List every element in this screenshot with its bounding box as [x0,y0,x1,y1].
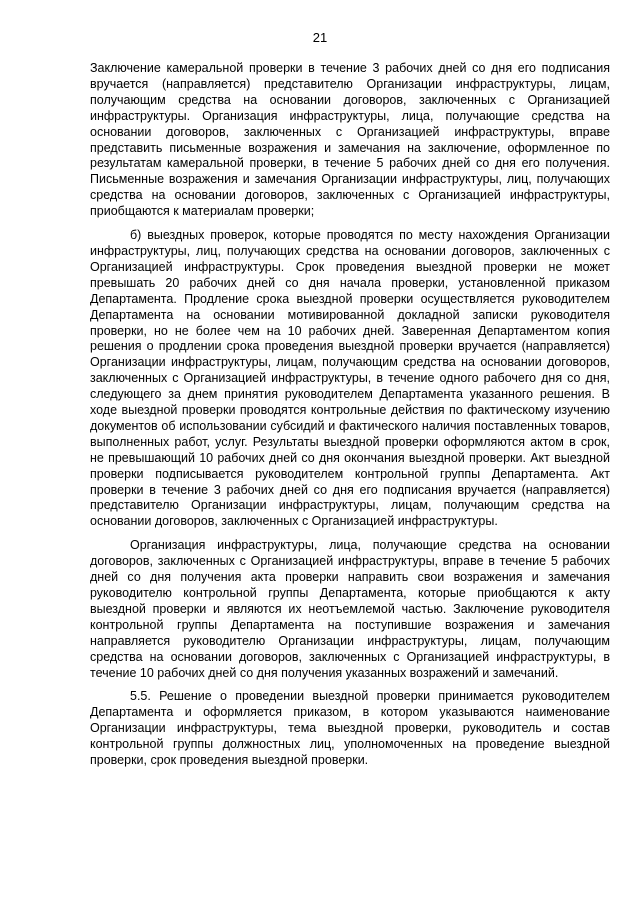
paragraph-field-audits: б) выездных проверок, которые проводятся по месту нахождения Организации инфраструктуры, лиц, получающих средства на основании договоров, заключенных с Организацией инфраструктуры. Срок проведения выездной проверки не может превышать 20 рабочих дней со дня начала проверки, установленной приказом Департамента. Продление срока выездной проверки осуществляется руководителем Департамента на основании мотивированной докладной записки руководителя проверки, но не более чем на 10 рабочих дней. Заверенная Департаментом копия решения о продлении срока проведения выездной проверки вручается (направляется) Организации инфраструктуры, лицам, получающим средства на основании договоров, заключенных с Организацией инфраструктуры, в течение одного рабочего дня со дня, следующего за днем принятия руководителем Департамента указанного решения. В ходе выездной проверки проводятся контрольные действия по фактическому изучению документов об использовании субсидий и фактического наличия поставленных товаров, выполненных работ, услуг. Результаты выездной проверки оформляются актом в срок, не превышающий 10 рабочих дней со дня окончания выездной проверки. Акт выездной проверки подписывается руководителем контрольной группы Департамента. Акт проверки в течение 3 рабочих дней со дня его подписания вручается (направляется) представителю Организации инфраструктуры, лицам, получающим средства на основании договоров, заключенных с Организацией инфраструктуры. [90,228,610,529]
page-number: 21 [312,30,328,45]
document-body [90,61,610,769]
paragraph-objections: Организация инфраструктуры, лица, получающие средства на основании договоров, заключенных с Организацией инфраструктуры, вправе в течение 5 рабочих дней со дня получения акта проверки направить свои возражения и замечания руководителю контрольной группы Департамента, которые приобщаются к акту выездной проверки и являются их неотъемлемой частью. Заключение руководителя контрольной группы Департамента на поступившие возражения и замечания направляется руководителю Организации инфраструктуры, лицам, получающим средства на основании договоров, заключенных с Организацией инфраструктуры, в течение 10 рабочих дней со дня получения указанных возражений и замечаний. [90,538,610,680]
paragraph-desk-audit-conclusion: Заключение камеральной проверки в течение 3 рабочих дней со дня его подписания вручается (направляется) представителю Организации инфраструктуры, лицам, получающим средства на основании договоров, заключенных с Организацией инфраструктуры. Организация инфраструктуры, лица, получающие средства на основании договоров, заключенных с Организацией инфраструктуры, вправе представить письменные возражения и замечания на заключение, оформленное по результатам камеральной проверки, в течение 5 рабочих дней со дня его получения. Письменные возражения и замечания Организации инфраструктуры, лиц, получающих средства на основании договоров, заключенных с Организацией инфраструктуры, приобщаются к материалам проверки; [90,61,610,219]
paragraph-section-5-5: 5.5. Решение о проведении выездной проверки принимается руководителем Департамента и оформляется приказом, в котором указываются наименование Организации инфраструктуры, тема выездной проверки, руководитель и состав контрольной группы должностных лиц, уполномоченных на проведение выездной проверки, срок проведения выездной проверки. [90,689,610,768]
